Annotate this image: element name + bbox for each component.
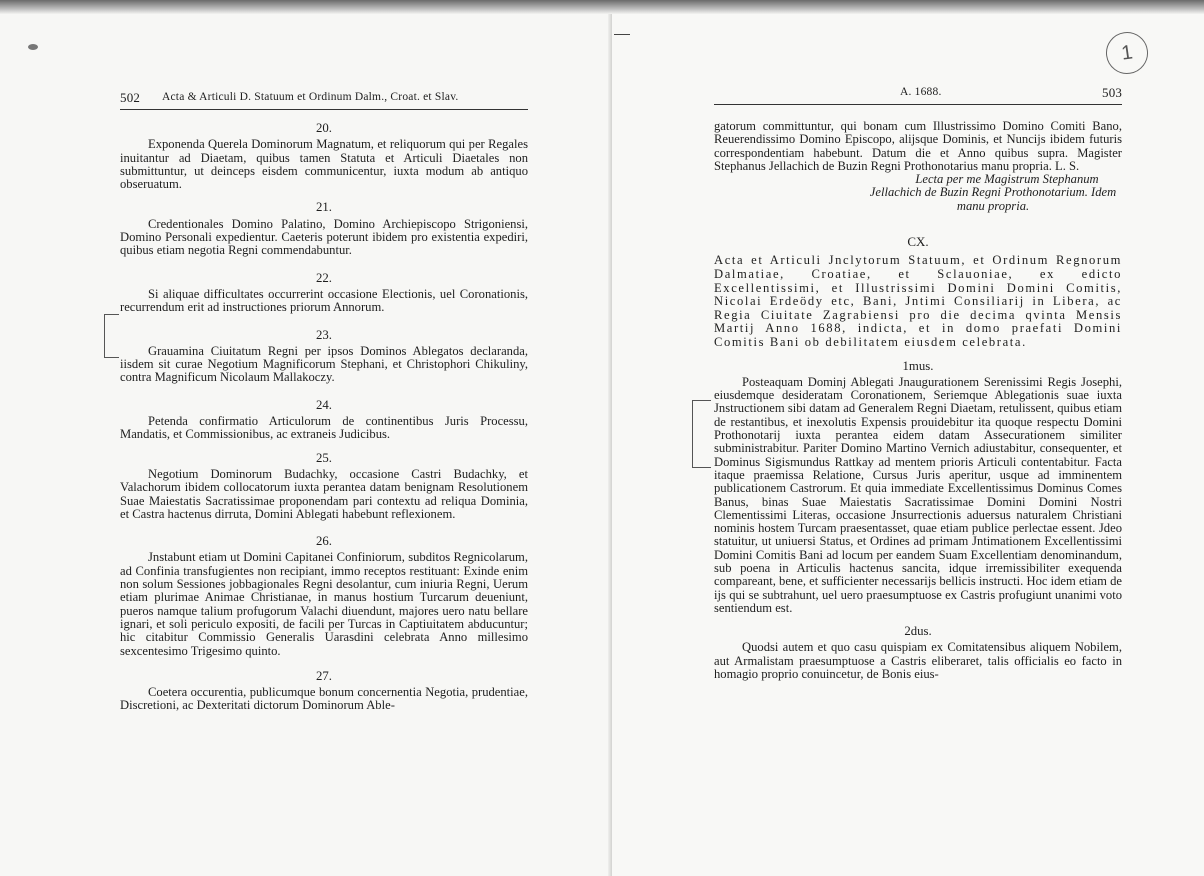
article-text: Si aliquae difficultates occurrerint occasione Electionis, uel Coronationis, recurrendum erit ad instructiones priorum Annorum. — [120, 286, 528, 315]
right-page — [612, 14, 1204, 876]
article-text: Grauamina Ciuitatum Regni per ipsos Dominos Ablegatos declaranda, iisdem sit curae Negotium Magnificorum Stephani, et Christophori Chikuliny, contra Magnificum Nicolaum Mallakoczy. — [120, 343, 528, 385]
right-running-head: A. 1688. — [900, 86, 942, 98]
pencil-bracket-mark — [692, 400, 711, 468]
article-text: Quodsi autem et quo casu quispiam ex Comitatensibus aliquem Nobilem, aut Armalistam praesumptuose a Castris eliberaret, talis officialis eo facto in homagio proprio conuincetur, de Bonis eius- — [714, 640, 1122, 682]
closing-attestation: Lecta per me Magistrum Stephanum Jellachich de Buzin Regni Prothonotarium. Idem manu propria. — [869, 172, 1117, 213]
article-text: Petenda confirmatio Articulorum de continentibus Juris Processu, Mandatis, et Commissionibus, ac extraneis Judicibus. — [120, 414, 528, 442]
right-text-column — [714, 120, 1122, 681]
article-number: 22. — [316, 270, 332, 285]
article-number: 2dus. — [904, 624, 932, 639]
article-text: Posteaquam Dominj Ablegati Jnaugurationem Serenissimi Regis Josephi, eiusdemque desideratam Coronationem, Seriemque Ablegationis suae iuxta Jnstructionem sibi datam ad Generalem Regni Diaetam, retulissent, quibus etiam de restantibus, et inexolutis Expensis prouidebitur ita quoque respectu Domini Prothonotarij iuxta perantea eidem datam Assecurationem similiter subministrabitur. Pariter Domino Martino Vernich adiustabitur, consequenter, et Dominus Sigismundus Rattkay ad mentem prioris Articuli contentabitur. Facta itaque praemissa Relatione, Cursus Juris aperitur, usque ad imminentem publicationem Castrorum. Et quia immediate Excellentissimus Dominus Comes Banus, binas Suae Maiestatis Sacratissimae Domini Domini Nostri Clementissimi Literas, occasione Jnsurrectionis aduersus naturalem Christiani nominis hostem Turcam praesentasset, quae etiam publice perlectae essent. Jdeo statuitur, ut uniuersi Status, et Ordines ad primam Jntimationem Excellentissimi Domini Comitis Bani ad locum per eandem Suam Excellentiam denominandum, sub poena in Articulis hactenus sancita, idque irremissibiliter exequenda compareant, bene, et sufficienter necessarijs bellicis instructi. Hoc idem etiam de ijs qui se subtrahunt, uel uero praesumptuose ex Castris profugiunt unanimi voto sentiendum est. — [714, 374, 1122, 615]
article-number: 27. — [316, 668, 332, 683]
article-text: Exponenda Querela Dominorum Magnatum, et reliquorum qui per Regales inuitantur ad Diaetam, quibus tamen Statuta et Articuli Diaetales non submittuntur, ut deinceps eisdem communicentur, iuxta modum ab antiquo obseruatum. — [120, 137, 528, 192]
left-text-column — [120, 122, 528, 713]
article-number: 26. — [316, 534, 332, 549]
section-number: CX. — [907, 234, 929, 250]
pencil-bracket-mark — [104, 314, 119, 358]
scan-top-shadow — [0, 0, 1204, 14]
scan-speck — [28, 44, 38, 50]
handwritten-circled-number: 1 — [1103, 29, 1150, 76]
right-header-rule — [714, 104, 1122, 105]
right-page-number: 503 — [1102, 85, 1123, 100]
article-text: Jnstabunt etiam ut Domini Capitanei Confiniorum, subditos Regnicolarum, ad Confinia transfugientes non recipiant, immo receptos restituant: Exinde enim non solum Sessiones jobbagionales Regni desolantur, cum iniuria Regni, Uerum etiam plurimae Animae Christianae, in manus hostium Turcarum deueniunt, pueros namque talium profugorum Valachi diuendunt, majores uero natu bellare ignari, et soli periculo expositi, de facili per Turcas in Captiuitatem abducuntur; hic citabitur Commissio Generalis Uarasdini celebrata Anno millesimo sexcentesimo Trigesimo quinto. — [120, 550, 528, 658]
article-number: 21. — [316, 200, 332, 215]
left-header-rule — [120, 109, 528, 110]
article-number: 23. — [316, 327, 332, 342]
section-title: Acta et Articuli Jnclytorum Statuum, et Ordinum Regnorum Dalmatiae, Croatiae, et Sclauoniae, ex edicto Excellentissimi, et Illustrissimi Domini Domini Comitis, Nicolai Erdeödy etc, Bani, Jntimi Consiliarij in Libera, ac Regia Ciuitate Zagrabiensi pro die decima qvinta Mensis Martij Anno 1688, indicta, et in domo praefati Domini Comitis Bani ob debilitatem eiusdem celebrata. — [714, 253, 1122, 349]
article-number: 20. — [316, 121, 332, 135]
gutter-tick-mark — [614, 34, 630, 35]
continuation-text: gatorum committuntur, qui bonam cum Illustrissimo Domino Comiti Bano, Reuerendissimo Domino Episcopo, alijsque Dominis, et Nuncijs ibidem futuris correspondentiam habebunt. Datum die et Anno quibus supra. Magister Stephanus Jellachich de Buzin Regni Prothonotarius manu propria. L. S. — [714, 119, 1122, 173]
article-number: 1mus. — [902, 358, 934, 373]
article-text: Negotium Dominorum Budachky, occasione Castri Budachky, et Valachorum ibidem collocatorum iuxta perantea datam benignam Resolutionem Suae Maiestatis Sacratissimae proponendam pari contextu ad reliqua Dominia, et Castra hactenus dirruta, Domini Ablegati habebunt reflexionem. — [120, 466, 528, 521]
left-page — [0, 14, 612, 876]
left-page-number: 502 — [120, 90, 141, 105]
article-number: 24. — [316, 397, 332, 412]
article-text: Credentionales Domino Palatino, Domino Archiepiscopo Strigoniensi, Domino Personali expedientur. Caeteris poterunt ibidem pro existentia expediri, quibus etiam negotia Regni commendabuntur. — [120, 216, 528, 258]
article-text: Coetera occurentia, publicumque bonum concernentia Negotia, prudentiae, Discretioni, ac Dexteritati dictorum Dominorum Able- — [120, 685, 528, 713]
left-running-head: Acta & Articuli D. Statuum et Ordinum Dalm., Croat. et Slav. — [162, 91, 459, 103]
article-number: 25. — [316, 450, 332, 465]
